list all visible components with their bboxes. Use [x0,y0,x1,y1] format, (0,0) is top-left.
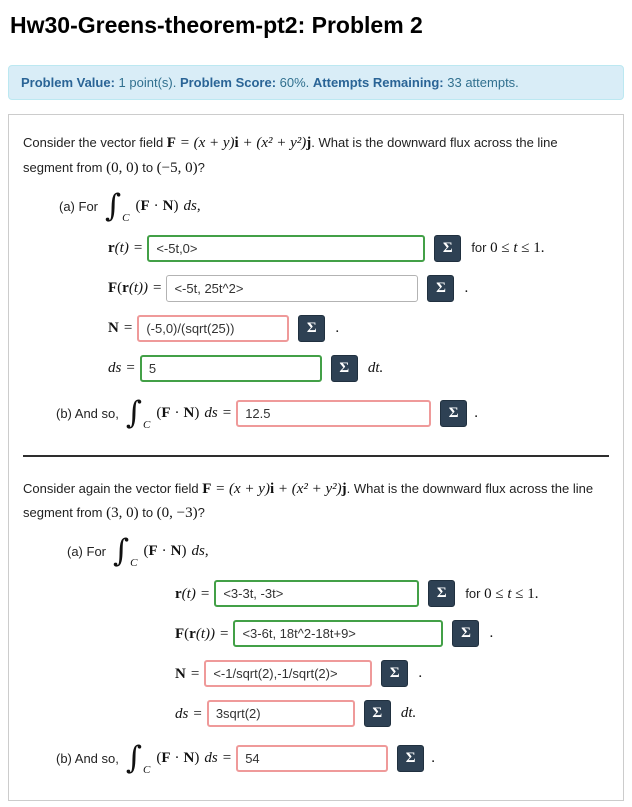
integral-symbol: ∫ [125,394,143,431]
math-equals: = [222,750,232,766]
statement-text: . What is the downward flux across the line segment from [23,480,594,521]
statement-text: Consider again the vector field [23,480,203,496]
problem-value-text: 1 point(s). [114,75,180,90]
attempts-remaining-text: 33 attempts. [443,75,519,90]
answer-row-p2-ds [175,700,609,727]
statement-text: ? [197,159,205,175]
math-equals: = [200,585,210,602]
answer-label-F [175,625,233,643]
statement-text: to [138,159,157,175]
answer-row-p1-r [108,235,609,262]
math-ds: ds [183,197,197,214]
math-period: . [474,404,478,421]
suffix-text: for [465,585,485,601]
part-a-line [67,533,609,569]
problem-section-1 [23,131,609,429]
math-comma: , [204,543,209,559]
part-b-label: (b) And so, [56,405,119,421]
math-point-end: (0, −3) [156,505,198,522]
math-vector-F: F [202,480,212,497]
answer-input-p2-b[interactable] [236,745,388,772]
equation-editor-button[interactable]: Σ [364,700,391,727]
part-a-line [59,187,609,224]
equation-editor-button[interactable]: Σ [427,275,454,302]
math-ds: ds [191,543,205,559]
equation-editor-button[interactable]: Σ [331,355,358,382]
math-range: ≤ 1. [517,240,545,256]
integral-subscript-C: C [122,211,130,224]
integral-symbol: ∫ [105,187,122,224]
math-text: ( [117,280,123,296]
math-italic: ds [175,705,189,722]
math-vector-F: F [140,197,150,214]
integral-subscript-C: C [143,764,151,776]
math-vector-i: i [234,135,239,151]
math-point-start: (3, 0) [106,505,139,522]
part-a-label: (a) For [59,198,98,214]
answer-row-p2-r [175,580,609,607]
math-ds: ds [204,750,218,766]
answer-row-p2-N [175,660,609,687]
math-ds: ds [204,404,218,421]
integral-subscript-C: C [130,557,138,569]
math-bold: F [175,625,185,642]
statement-text: Consider the vector field [23,135,167,150]
math-italic: (t) [114,240,129,256]
equation-editor-button[interactable]: Σ [452,620,479,647]
answer-label-r [175,585,214,603]
row-suffix: . [418,665,423,681]
math-vector-N: N [183,750,195,766]
math-paren: ( [156,404,162,421]
answer-input-p1-r[interactable] [147,235,425,262]
math-equals: = [153,280,162,296]
row-suffix-dt: dt. [400,705,417,721]
problem2-statement [23,477,609,527]
answer-input-p1-ds[interactable] [140,355,322,382]
math-dot-operator: · [174,750,180,766]
answer-input-p2-r[interactable] [214,580,419,607]
math-bold: r [175,585,182,602]
math-bold: F [108,280,118,296]
math-range: ≤ 1. [511,585,539,602]
math-vector-F: F [166,135,176,151]
integral-symbol: ∫ [125,740,143,776]
answer-row-p1-ds [108,355,609,382]
section-divider [23,455,609,457]
math-range: 0 ≤ [490,240,514,256]
row-suffix: . [464,279,469,296]
answer-input-p1-F[interactable] [166,275,418,302]
math-vector-N: N [183,404,195,421]
statement-text: to [138,505,157,521]
math-dot-operator: · [174,404,180,421]
math-period: . [431,750,435,766]
row-suffix: . [335,319,340,336]
equation-editor-button[interactable]: Σ [381,660,408,687]
math-comma: , [196,197,201,214]
answer-input-p2-F[interactable] [233,620,443,647]
integral-symbol: ∫ [113,533,130,569]
answer-label-N [175,665,204,683]
equation-editor-button[interactable]: Σ [298,315,325,342]
math-paren: ) [181,543,187,559]
equation-editor-button[interactable]: Σ [397,745,424,772]
integral-subscript-C: C [143,418,151,431]
problem-box [8,114,624,801]
math-vector-F: F [161,750,171,766]
math-vector-F: F [148,543,158,559]
math-range: 0 ≤ [484,585,508,602]
answer-row-p2-F [175,620,609,647]
equation-editor-button[interactable]: Σ [434,235,461,262]
math-paren: ) [194,750,200,766]
problem-value-label: Problem Value: [21,75,115,90]
math-bold: r [189,625,196,642]
row-suffix [471,239,544,257]
answer-label-ds [108,359,140,377]
part-b-line [56,394,609,431]
math-bold: r [108,240,115,256]
math-vector-j: j [341,480,347,497]
answer-row-p1-N [108,315,609,342]
problem-info-bar [8,65,624,100]
math-expression: = (x + y) [175,135,235,151]
problem-score-label: Problem Score: [179,75,277,90]
row-suffix [465,585,538,603]
row-suffix: . [489,625,494,641]
math-paren: ( [135,197,141,214]
math-equals: = [133,240,143,256]
math-expression: + (x² + y²) [274,480,342,497]
equation-editor-button[interactable]: Σ [428,580,455,607]
suffix-text: for [471,240,491,255]
part-b-label: (b) And so, [56,751,119,766]
math-italic: (t) [181,585,196,602]
math-vector-j: j [306,135,312,151]
math-t: t [513,240,518,256]
answer-label-ds [175,705,207,723]
math-dot-operator: · [161,543,167,559]
answer-input-p1-N[interactable] [137,315,289,342]
math-equals: = [190,665,200,682]
math-point-end: (−5, 0) [156,159,198,176]
math-bold: N [175,665,186,682]
math-paren: ( [143,543,149,559]
math-vector-i: i [269,480,275,497]
math-equals: = [123,320,133,336]
math-dot-operator: · [153,197,159,214]
math-equals: = [222,404,232,421]
math-paren: ( [156,750,162,766]
math-t: t [507,585,512,602]
page-title: Hw30-Greens-theorem-pt2: Problem 2 [10,12,423,38]
math-italic: ds [108,360,122,376]
problem1-statement [23,131,609,181]
math-italic: (t)) [128,280,148,296]
problem-section-2 [23,477,609,775]
attempts-remaining-label: Attempts Remaining: [312,75,444,90]
math-paren: ) [194,404,200,421]
math-equals: = [126,360,135,376]
math-equals: = [220,625,229,642]
answer-label-N [108,319,137,337]
answer-label-F [108,279,166,297]
answer-input-p2-N[interactable] [204,660,372,687]
math-expression: + (x² + y²) [238,135,307,151]
math-italic: (t)) [195,625,215,642]
math-bold: r [122,280,129,296]
math-vector-N: N [162,197,174,214]
math-paren: ) [173,197,179,214]
math-point-start: (0, 0) [106,159,139,176]
answer-label-r [108,239,147,257]
math-expression: = (x + y) [211,480,270,497]
math-equals: = [193,705,202,722]
equation-editor-button[interactable]: Σ [440,400,467,427]
answer-input-p1-b[interactable] [236,400,431,427]
math-bold: N [108,320,119,336]
statement-text: ? [197,505,205,521]
answer-input-p2-ds[interactable] [207,700,355,727]
statement-text: . What is the downward flux across the line segment from [23,135,558,175]
answer-row-p1-F [108,275,609,302]
part-b-line [56,740,609,776]
math-text: ( [184,625,190,642]
row-suffix-dt: dt. [367,359,384,376]
problem-score-text: 60%. [276,75,313,90]
math-vector-F: F [161,404,171,421]
part-a-label: (a) For [67,544,106,559]
math-vector-N: N [170,543,182,559]
